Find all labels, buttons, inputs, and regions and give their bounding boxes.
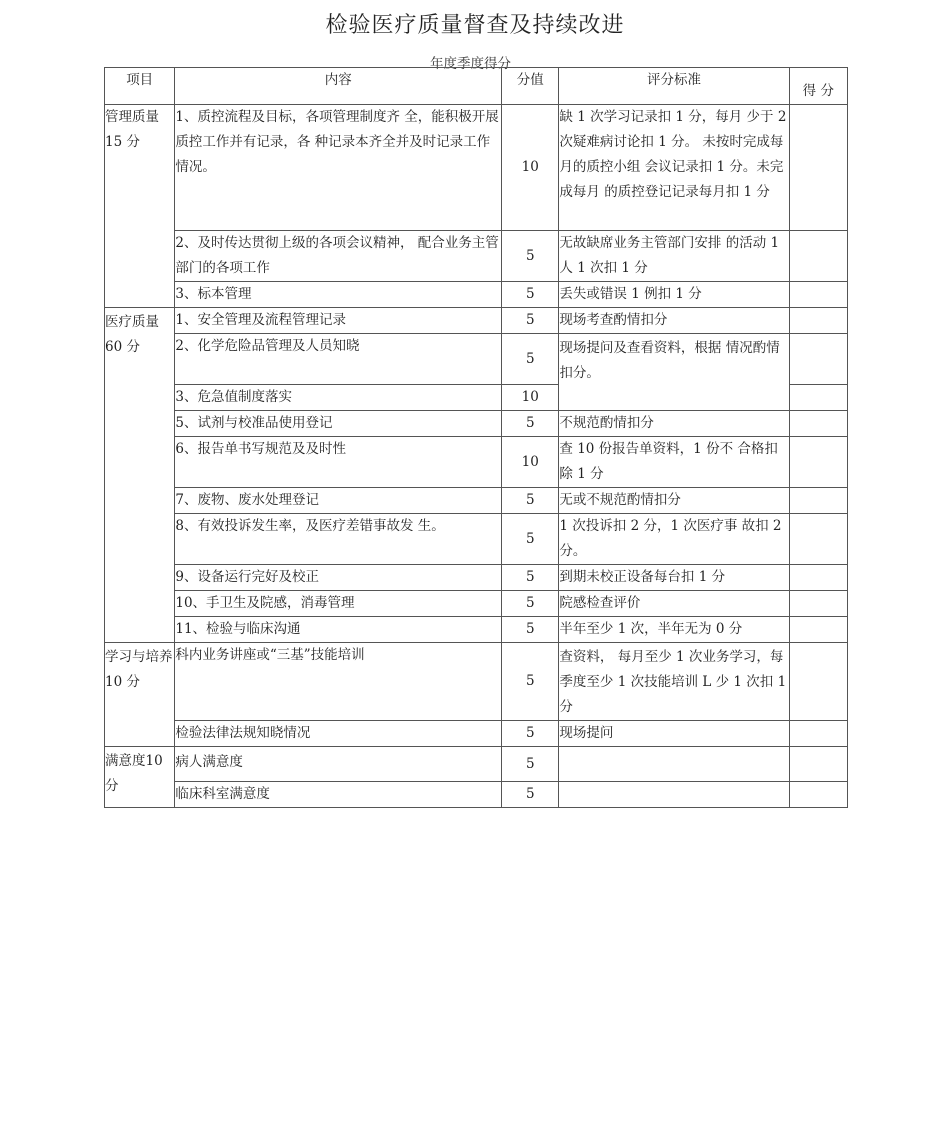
score-cell[interactable] bbox=[789, 282, 847, 308]
row-value: 5 bbox=[502, 308, 559, 334]
score-cell[interactable] bbox=[789, 105, 847, 231]
row-content: 1、质控流程及目标，各项管理制度齐 全，能积极开展质控工作并有记录，各 种记录本齐全并及时记录工作情况。 bbox=[175, 105, 502, 231]
table-row bbox=[105, 282, 848, 308]
category-satisfaction: 满意度10 分 bbox=[105, 747, 175, 808]
row-value: 5 bbox=[502, 617, 559, 643]
row-content: 科内业务讲座或“三基”技能培训 bbox=[175, 643, 502, 721]
table-row bbox=[105, 782, 848, 808]
row-criteria bbox=[559, 747, 789, 782]
table-row bbox=[105, 721, 848, 747]
score-cell[interactable] bbox=[789, 565, 847, 591]
row-content: 病人满意度 bbox=[175, 747, 502, 782]
row-value: 10 bbox=[502, 385, 559, 411]
table-row bbox=[105, 334, 848, 385]
row-value: 5 bbox=[502, 643, 559, 721]
score-cell[interactable] bbox=[789, 747, 847, 782]
row-criteria: 现场提问及查看资料，根据 情况酌情扣分。 bbox=[559, 334, 789, 411]
category-medical: 医疗质量60 分 bbox=[105, 308, 175, 643]
row-value: 5 bbox=[502, 565, 559, 591]
row-content: 10、手卫生及院感，消毒管理 bbox=[175, 591, 502, 617]
score-cell[interactable] bbox=[789, 617, 847, 643]
table-row bbox=[105, 747, 848, 782]
row-value: 5 bbox=[502, 334, 559, 385]
row-criteria: 现场考查酌情扣分 bbox=[559, 308, 789, 334]
table-row bbox=[105, 308, 848, 334]
row-content: 8、有效投诉发生率，及医疗差错事故发 生。 bbox=[175, 514, 502, 565]
category-training: 学习与培养10 分 bbox=[105, 643, 175, 747]
row-criteria: 无或不规范酌情扣分 bbox=[559, 488, 789, 514]
row-content: 3、危急值制度落实 bbox=[175, 385, 502, 411]
score-cell[interactable] bbox=[789, 514, 847, 565]
row-content: 5、试剂与校准品使用登记 bbox=[175, 411, 502, 437]
row-criteria: 到期未校正设备每台扣 1 分 bbox=[559, 565, 789, 591]
table-row bbox=[105, 437, 848, 488]
header-value: 分值 bbox=[502, 68, 559, 105]
row-content: 临床科室满意度 bbox=[175, 782, 502, 808]
row-content: 11、检验与临床沟通 bbox=[175, 617, 502, 643]
row-content: 7、废物、废水处理登记 bbox=[175, 488, 502, 514]
header-score: 得 分 bbox=[789, 68, 847, 105]
row-criteria: 查 10 份报告单资料，1 份不 合格扣除 1 分 bbox=[559, 437, 789, 488]
row-value: 10 bbox=[502, 437, 559, 488]
row-criteria: 缺 1 次学习记录扣 1 分，每月 少于 2 次疑难病讨论扣 1 分。 未按时完成每月的质控小组 会议记录扣 1 分。未完成每月 的质控登记记录每月扣 1 分 bbox=[559, 105, 789, 231]
row-value: 5 bbox=[502, 747, 559, 782]
table-row bbox=[105, 488, 848, 514]
score-cell[interactable] bbox=[789, 437, 847, 488]
row-criteria bbox=[559, 782, 789, 808]
row-criteria: 查资料， 每月至少 1 次业务学习，每季度至少 1 次技能培训 L 少 1 次扣 1 分 bbox=[559, 643, 789, 721]
page-subtitle: 年度季度得分 bbox=[430, 56, 511, 72]
row-value: 5 bbox=[502, 591, 559, 617]
table-row bbox=[105, 591, 848, 617]
table-row bbox=[105, 514, 848, 565]
row-criteria: 半年至少 1 次，半年无为 0 分 bbox=[559, 617, 789, 643]
row-criteria: 现场提问 bbox=[559, 721, 789, 747]
score-cell[interactable] bbox=[789, 385, 847, 411]
row-value: 5 bbox=[502, 514, 559, 565]
score-cell[interactable] bbox=[789, 308, 847, 334]
score-cell[interactable] bbox=[789, 782, 847, 808]
quality-score-table bbox=[104, 67, 848, 808]
table-row bbox=[105, 565, 848, 591]
row-value: 5 bbox=[502, 782, 559, 808]
score-cell[interactable] bbox=[789, 411, 847, 437]
row-criteria: 不规范酌情扣分 bbox=[559, 411, 789, 437]
category-management: 管理质量15 分 bbox=[105, 105, 175, 308]
row-criteria: 院感检查评价 bbox=[559, 591, 789, 617]
row-content: 2、及时传达贯彻上级的各项会议精神， 配合业务主管部门的各项工作 bbox=[175, 231, 502, 282]
row-value: 10 bbox=[502, 105, 559, 231]
row-value: 5 bbox=[502, 488, 559, 514]
header-content: 内容 bbox=[175, 68, 502, 105]
row-value: 5 bbox=[502, 411, 559, 437]
row-content: 9、设备运行完好及校正 bbox=[175, 565, 502, 591]
row-criteria: 无故缺席业务主管部门安排 的活动 1 人 1 次扣 1 分 bbox=[559, 231, 789, 282]
score-cell[interactable] bbox=[789, 721, 847, 747]
score-cell[interactable] bbox=[789, 488, 847, 514]
row-criteria: 1 次投诉扣 2 分，1 次医疗事 故扣 2 分。 bbox=[559, 514, 789, 565]
header-item: 项目 bbox=[105, 68, 175, 105]
row-value: 5 bbox=[502, 231, 559, 282]
score-cell[interactable] bbox=[789, 643, 847, 721]
row-content: 3、标本管理 bbox=[175, 282, 502, 308]
page-title: 检验医疗质量督查及持续改进 bbox=[325, 13, 625, 38]
header-row bbox=[105, 68, 848, 105]
table-row bbox=[105, 617, 848, 643]
header-criteria: 评分标准 bbox=[559, 68, 789, 105]
table-row bbox=[105, 643, 848, 721]
row-content: 6、报告单书写规范及及时性 bbox=[175, 437, 502, 488]
row-content: 检验法律法规知晓情况 bbox=[175, 721, 502, 747]
row-content: 2、化学危险品管理及人员知晓 bbox=[175, 334, 502, 385]
score-cell[interactable] bbox=[789, 231, 847, 282]
table-row bbox=[105, 231, 848, 282]
row-value: 5 bbox=[502, 721, 559, 747]
score-cell[interactable] bbox=[789, 591, 847, 617]
row-criteria: 丢失或错误 1 例扣 1 分 bbox=[559, 282, 789, 308]
table-row bbox=[105, 105, 848, 231]
row-content: 1、安全管理及流程管理记录 bbox=[175, 308, 502, 334]
table-row bbox=[105, 411, 848, 437]
score-cell[interactable] bbox=[789, 334, 847, 385]
row-value: 5 bbox=[502, 282, 559, 308]
